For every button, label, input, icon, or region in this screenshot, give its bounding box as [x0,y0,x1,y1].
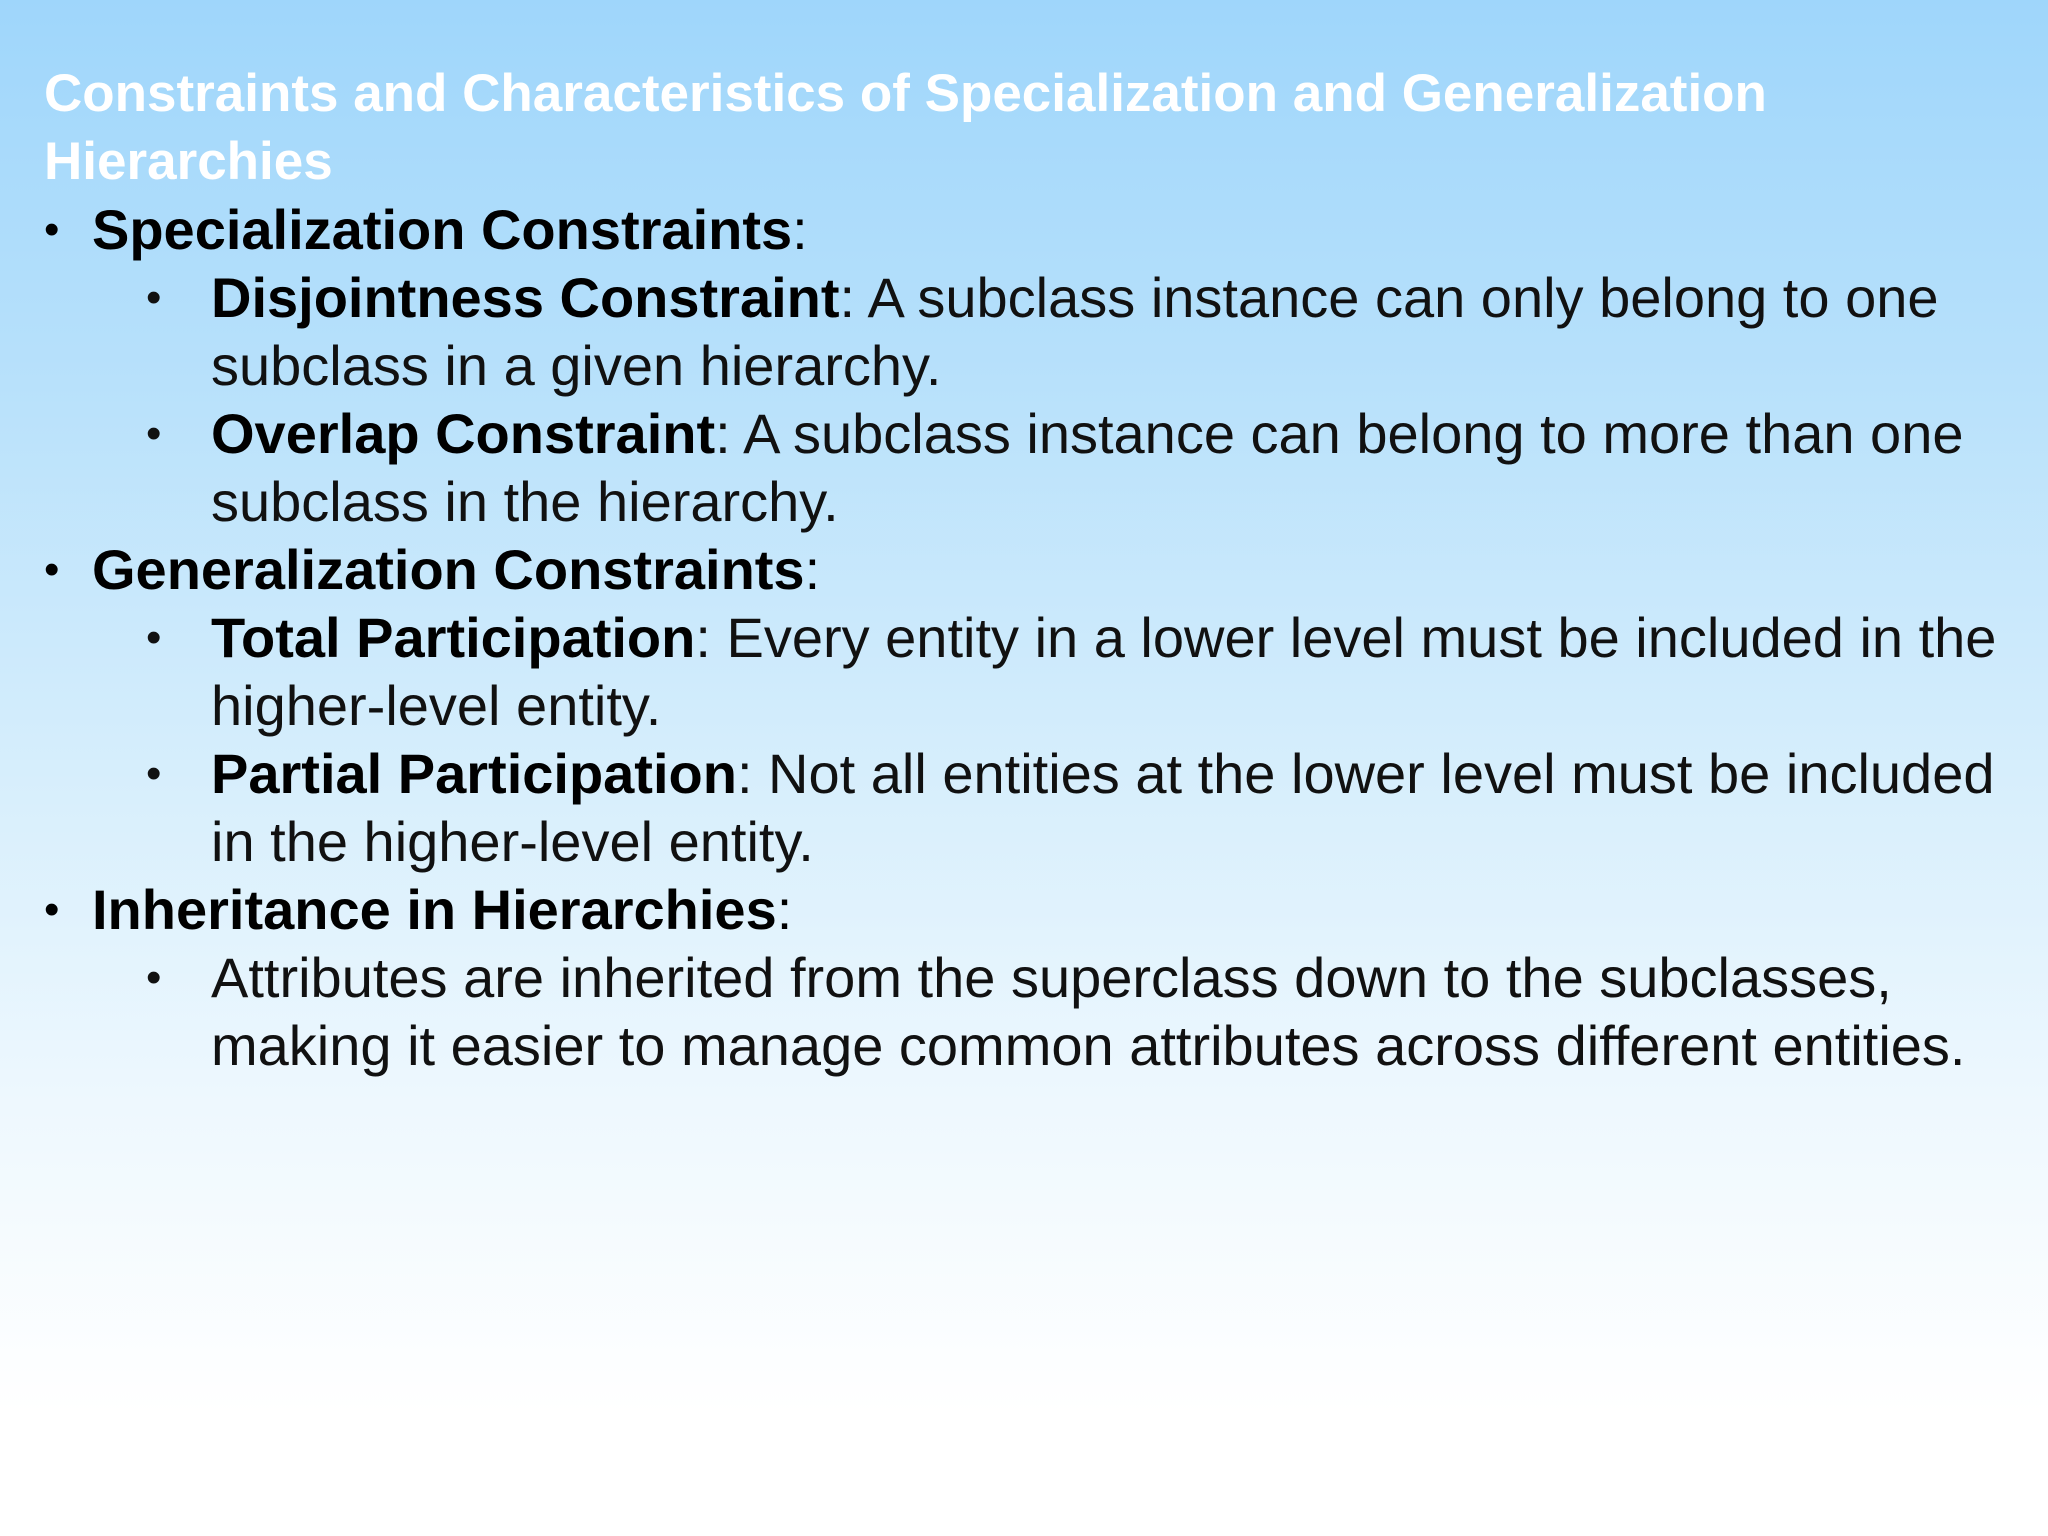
section-specialization-constraints [0,196,2022,536]
list-item-attributes-inherited [0,944,2017,1080]
list-item-overlap [0,400,2017,536]
slide-title: Constraints and Characteristics of Specialization and Generalization Hierarchies [44,64,1767,191]
section-heading: Specialization Constraints [92,198,793,261]
bullet-icon: • [146,409,162,458]
list-item-disjointness [0,264,2017,400]
item-term: Partial Participation [211,742,737,805]
section-heading: Generalization Constraints [92,538,805,601]
item-text: : Not all entities at the lower level must be included in the higher-level entity. [211,742,1995,873]
item-term: Overlap Constraint [211,402,716,465]
bullet-icon: • [44,205,60,254]
sub-list [92,944,2022,1080]
item-term: Total Participation [211,606,696,669]
bullet-icon: • [146,613,162,662]
bullet-icon: • [44,545,60,594]
item-text: : Every entity in a lower level must be included in the higher-level entity. [211,606,1997,737]
item-term: Disjointness Constraint [211,266,840,329]
bullet-icon: • [146,273,162,322]
item-text: Attributes are inherited from the superclass down to the subclasses, making it easier to manage common attributes across different entities. [211,946,1966,1077]
item-text: : A subclass instance can only belong to one subclass in a given hierarchy. [211,266,1939,397]
sub-list [92,604,2022,876]
list-item-partial-participation [0,740,2017,876]
section-heading: Inheritance in Hierarchies [92,878,777,941]
bullet-list [0,196,2048,1080]
item-text: : A subclass instance can belong to more than one subclass in the hierarchy. [211,402,1964,533]
sub-list [92,264,2022,536]
section-generalization-constraints [0,536,2022,876]
bullet-icon: • [146,749,162,798]
section-heading-suffix: : [792,198,808,261]
section-heading-suffix: : [776,878,793,941]
bullet-icon: • [44,885,60,934]
section-inheritance-in-hierarchies [0,876,2022,1080]
bullet-icon: • [146,953,162,1002]
section-heading-suffix: : [804,538,821,601]
list-item-total-participation [0,604,2017,740]
